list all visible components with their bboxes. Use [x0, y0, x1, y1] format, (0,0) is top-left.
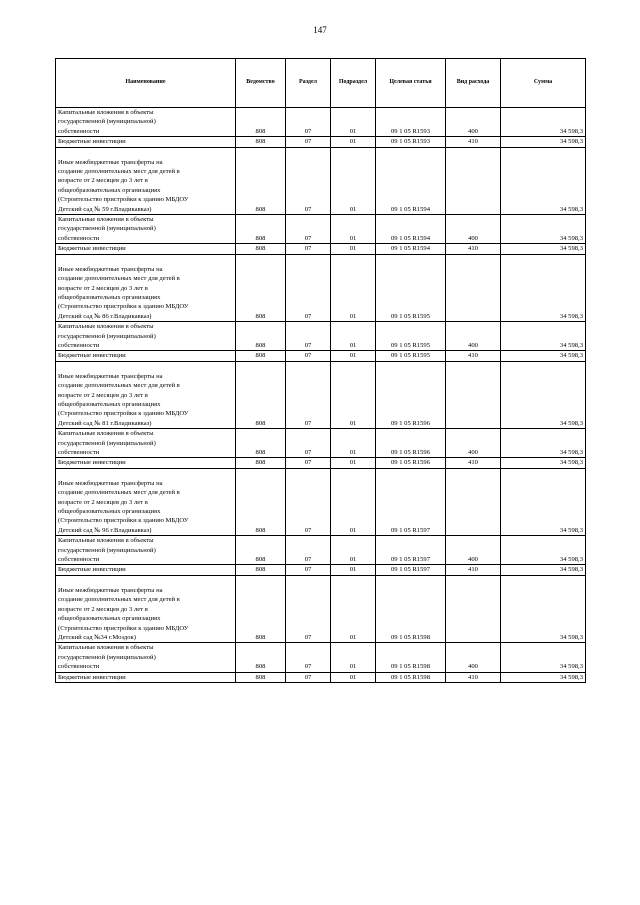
- cell-razdel: 07: [286, 244, 331, 254]
- cell-vedomstvo: 808: [236, 254, 286, 321]
- cell-razdel: 07: [286, 429, 331, 458]
- cell-statya: 09 1 05 R1594: [376, 147, 446, 214]
- cell-statya: 09 1 05 R1598: [376, 672, 446, 682]
- cell-statya: 09 1 05 R1595: [376, 254, 446, 321]
- cell-podrazdel: 01: [331, 322, 376, 351]
- cell-razdel: 07: [286, 137, 331, 147]
- cell-vedomstvo: 808: [236, 468, 286, 535]
- cell-name: Бюджетные инвестиции: [56, 351, 236, 361]
- cell-podrazdel: 01: [331, 575, 376, 642]
- cell-statya: 09 1 05 R1594: [376, 244, 446, 254]
- cell-podrazdel: 01: [331, 565, 376, 575]
- cell-razdel: 07: [286, 672, 331, 682]
- cell-vid-rashoda: 410: [446, 351, 501, 361]
- cell-name: Капитальные вложения в объекты государственной (муниципальной) собственности: [56, 322, 236, 351]
- table-row: [56, 137, 586, 147]
- column-header-statya: Целевая статья: [376, 59, 446, 108]
- table-header-row: [56, 59, 586, 108]
- cell-name: Иные межбюджетные трансферты на создание дополнительных мест для детей в возрасте от 2 месяцев до 3 лет в общеобразовательных организациях (Строительство пристройки к зданию МБДОУ Детский сад № 59 г.Владикавказ): [56, 147, 236, 214]
- table-row: [56, 672, 586, 682]
- cell-vedomstvo: 808: [236, 215, 286, 244]
- table-row: [56, 322, 586, 351]
- cell-summa: 34 598,3: [501, 536, 586, 565]
- cell-razdel: 07: [286, 322, 331, 351]
- cell-statya: 09 1 05 R1598: [376, 575, 446, 642]
- cell-podrazdel: 01: [331, 244, 376, 254]
- cell-razdel: 07: [286, 536, 331, 565]
- cell-vedomstvo: 808: [236, 351, 286, 361]
- cell-vedomstvo: 808: [236, 137, 286, 147]
- cell-name: Бюджетные инвестиции: [56, 565, 236, 575]
- cell-name: Капитальные вложения в объекты государственной (муниципальной) собственности: [56, 429, 236, 458]
- cell-podrazdel: 01: [331, 147, 376, 214]
- cell-vedomstvo: 808: [236, 565, 286, 575]
- table-row: [56, 361, 586, 428]
- cell-summa: 34 598,3: [501, 643, 586, 672]
- cell-summa: 34 598,3: [501, 468, 586, 535]
- table-row: [56, 215, 586, 244]
- cell-name: Бюджетные инвестиции: [56, 137, 236, 147]
- table-body: [56, 108, 586, 683]
- cell-podrazdel: 01: [331, 215, 376, 244]
- cell-podrazdel: 01: [331, 254, 376, 321]
- budget-table: [55, 58, 586, 683]
- cell-podrazdel: 01: [331, 361, 376, 428]
- cell-razdel: 07: [286, 575, 331, 642]
- cell-name: Иные межбюджетные трансферты на создание дополнительных мест для детей в возрасте от 2 месяцев до 3 лет в общеобразовательных организациях (Строительство пристройки к зданию МБДОУ Детский сад № 86 г.Владикавказ): [56, 254, 236, 321]
- cell-vedomstvo: 808: [236, 575, 286, 642]
- cell-summa: 34 598,3: [501, 108, 586, 137]
- cell-vid-rashoda: [446, 254, 501, 321]
- column-header-vid-rashoda: Вид расхода: [446, 59, 501, 108]
- cell-razdel: 07: [286, 565, 331, 575]
- cell-vid-rashoda: 410: [446, 244, 501, 254]
- cell-podrazdel: 01: [331, 672, 376, 682]
- table-row: [56, 643, 586, 672]
- column-header-name: Наименование: [56, 59, 236, 108]
- cell-name: Капитальные вложения в объекты государственной (муниципальной) собственности: [56, 215, 236, 244]
- cell-name: Иные межбюджетные трансферты на создание дополнительных мест для детей в возрасте от 2 месяцев до 3 лет в общеобразовательных организациях (Строительство пристройки к зданию МБДОУ Детский сад № 81 г.Владикавказ): [56, 361, 236, 428]
- cell-vid-rashoda: 400: [446, 322, 501, 351]
- cell-podrazdel: 01: [331, 108, 376, 137]
- cell-vedomstvo: 808: [236, 108, 286, 137]
- cell-summa: 34 598,3: [501, 322, 586, 351]
- cell-name: Капитальные вложения в объекты государственной (муниципальной) собственности: [56, 108, 236, 137]
- cell-name: Капитальные вложения в объекты государственной (муниципальной) собственности: [56, 643, 236, 672]
- cell-vedomstvo: 808: [236, 643, 286, 672]
- cell-vid-rashoda: [446, 468, 501, 535]
- column-header-razdel: Раздел: [286, 59, 331, 108]
- cell-summa: 34 598,3: [501, 254, 586, 321]
- cell-statya: 09 1 05 R1597: [376, 536, 446, 565]
- cell-podrazdel: 01: [331, 137, 376, 147]
- table-row: [56, 244, 586, 254]
- cell-razdel: 07: [286, 108, 331, 137]
- table-row: [56, 108, 586, 137]
- cell-name: Капитальные вложения в объекты государственной (муниципальной) собственности: [56, 536, 236, 565]
- cell-statya: 09 1 05 R1593: [376, 137, 446, 147]
- cell-podrazdel: 01: [331, 468, 376, 535]
- cell-razdel: 07: [286, 643, 331, 672]
- cell-razdel: 07: [286, 254, 331, 321]
- cell-razdel: 07: [286, 215, 331, 244]
- cell-podrazdel: 01: [331, 458, 376, 468]
- cell-vedomstvo: 808: [236, 244, 286, 254]
- cell-razdel: 07: [286, 361, 331, 428]
- table-row: [56, 429, 586, 458]
- column-header-podrazdel: Подраздел: [331, 59, 376, 108]
- table-row: [56, 575, 586, 642]
- cell-summa: 34 598,3: [501, 361, 586, 428]
- cell-statya: 09 1 05 R1596: [376, 458, 446, 468]
- page-number: 147: [313, 25, 327, 35]
- cell-vedomstvo: 808: [236, 536, 286, 565]
- cell-vedomstvo: 808: [236, 322, 286, 351]
- cell-vid-rashoda: [446, 575, 501, 642]
- cell-vid-rashoda: 410: [446, 137, 501, 147]
- cell-vid-rashoda: 400: [446, 108, 501, 137]
- cell-vedomstvo: 808: [236, 361, 286, 428]
- cell-statya: 09 1 05 R1596: [376, 361, 446, 428]
- table-row: [56, 254, 586, 321]
- column-header-vedomstvo: Ведомство: [236, 59, 286, 108]
- cell-podrazdel: 01: [331, 429, 376, 458]
- cell-statya: 09 1 05 R1597: [376, 468, 446, 535]
- cell-vid-rashoda: 400: [446, 643, 501, 672]
- table-row: [56, 147, 586, 214]
- cell-vid-rashoda: 410: [446, 672, 501, 682]
- cell-podrazdel: 01: [331, 536, 376, 565]
- cell-razdel: 07: [286, 351, 331, 361]
- cell-summa: 34 598,3: [501, 575, 586, 642]
- cell-summa: 34 598,3: [501, 244, 586, 254]
- cell-summa: 34 598,3: [501, 429, 586, 458]
- cell-statya: 09 1 05 R1594: [376, 215, 446, 244]
- cell-name: Иные межбюджетные трансферты на создание дополнительных мест для детей в возрасте от 2 месяцев до 3 лет в общеобразовательных организациях (Строительство пристройки к зданию МБДОУ Детский сад №34 г.Моздок): [56, 575, 236, 642]
- cell-name: Бюджетные инвестиции: [56, 458, 236, 468]
- cell-statya: 09 1 05 R1595: [376, 322, 446, 351]
- cell-vid-rashoda: [446, 361, 501, 428]
- cell-statya: 09 1 05 R1595: [376, 351, 446, 361]
- table-row: [56, 565, 586, 575]
- cell-summa: 34 598,3: [501, 672, 586, 682]
- table-row: [56, 351, 586, 361]
- cell-vid-rashoda: [446, 147, 501, 214]
- cell-summa: 34 598,3: [501, 351, 586, 361]
- cell-vedomstvo: 808: [236, 429, 286, 458]
- cell-razdel: 07: [286, 147, 331, 214]
- cell-statya: 09 1 05 R1596: [376, 429, 446, 458]
- cell-razdel: 07: [286, 468, 331, 535]
- cell-name: Бюджетные инвестиции: [56, 244, 236, 254]
- table-row: [56, 468, 586, 535]
- cell-summa: 34 598,3: [501, 565, 586, 575]
- cell-vedomstvo: 808: [236, 147, 286, 214]
- cell-summa: 34 598,3: [501, 147, 586, 214]
- cell-vid-rashoda: 400: [446, 215, 501, 244]
- cell-statya: 09 1 05 R1598: [376, 643, 446, 672]
- cell-podrazdel: 01: [331, 643, 376, 672]
- table-row: [56, 536, 586, 565]
- cell-vedomstvo: 808: [236, 672, 286, 682]
- cell-statya: 09 1 05 R1593: [376, 108, 446, 137]
- cell-vid-rashoda: 410: [446, 565, 501, 575]
- cell-name: Бюджетные инвестиции: [56, 672, 236, 682]
- cell-vid-rashoda: 400: [446, 429, 501, 458]
- cell-vid-rashoda: 410: [446, 458, 501, 468]
- column-header-summa: Сумма: [501, 59, 586, 108]
- cell-summa: 34 598,3: [501, 137, 586, 147]
- cell-name: Иные межбюджетные трансферты на создание дополнительных мест для детей в возрасте от 2 месяцев до 3 лет в общеобразовательных организациях (Строительство пристройки к зданию МБДОУ Детский сад № 96 г.Владикавказ): [56, 468, 236, 535]
- cell-statya: 09 1 05 R1597: [376, 565, 446, 575]
- cell-razdel: 07: [286, 458, 331, 468]
- cell-vedomstvo: 808: [236, 458, 286, 468]
- cell-summa: 34 598,3: [501, 458, 586, 468]
- cell-summa: 34 598,3: [501, 215, 586, 244]
- table-row: [56, 458, 586, 468]
- cell-vid-rashoda: 400: [446, 536, 501, 565]
- cell-podrazdel: 01: [331, 351, 376, 361]
